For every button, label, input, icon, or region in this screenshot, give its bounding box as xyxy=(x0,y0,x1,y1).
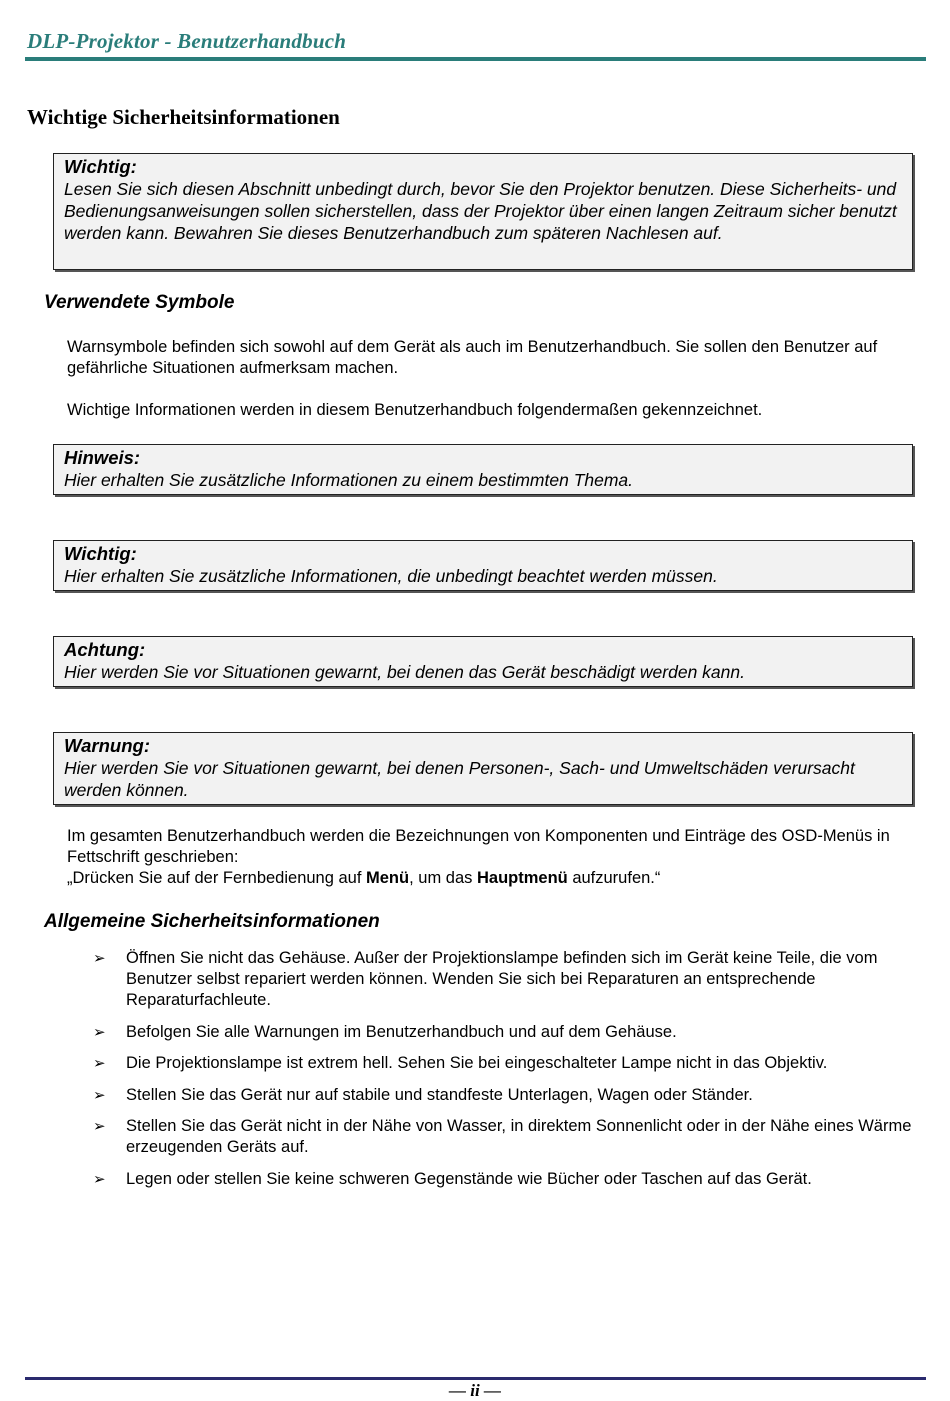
important-box-text: Lesen Sie sich diesen Abschnitt unbedingt durch, bevor Sie den Projektor benutzen. Diese Sicherheits- und Bedienungsanweisungen sollen sicherstellen, dass der Projektor über einen langen Zeitraum sicher benutzt werden kann. Bewahren Sie dieses Benutzerhandbuch zum späteren Nachlesen auf. xyxy=(64,179,897,243)
safety-list xyxy=(93,948,923,1200)
important-symbol-box-title: Wichtig: xyxy=(64,543,137,564)
arrowhead-bullet-icon: ➢ xyxy=(93,1055,106,1072)
general-safety-heading: Allgemeine Sicherheitsinformationen xyxy=(44,911,380,932)
example-quote: „Drücken Sie auf der Fernbedienung auf Menü, um das Hauptmenü aufzurufen.“ xyxy=(67,869,661,887)
caution-box-text: Hier werden Sie vor Situationen gewarnt, bei denen das Gerät beschädigt werden kann. xyxy=(64,662,745,682)
warning-box-text: Hier werden Sie vor Situationen gewarnt, bei denen Personen-, Sach- und Umweltschäden verursacht werden können. xyxy=(64,758,855,800)
list-item: ➢ Legen oder stellen Sie keine schweren Gegenstände wie Bücher oder Taschen auf das Gerät. xyxy=(93,1169,812,1188)
list-item: ➢ Öffnen Sie nicht das Gehäuse. Außer der Projektionslampe befinden sich im Gerät keine Teile, die vom Benutzer selbst repariert werden können. Wenden Sie sich bei Reparaturen an entsprechende Reparaturfachleute. xyxy=(93,949,878,1009)
note-box-title: Hinweis: xyxy=(64,447,141,468)
arrowhead-bullet-icon: ➢ xyxy=(93,1023,106,1041)
page-heading: Wichtige Sicherheitsinformationen xyxy=(27,105,340,129)
arrowhead-bullet-icon: ➢ xyxy=(93,1118,106,1135)
note-box xyxy=(53,444,913,495)
important-symbol-box-text: Hier erhalten Sie zusätzliche Informationen, die unbedingt beachtet werden müssen. xyxy=(64,566,718,586)
symbols-heading: Verwendete Symbole xyxy=(44,292,235,313)
caution-box xyxy=(53,636,913,687)
note-box-text: Hier erhalten Sie zusätzliche Informationen zu einem bestimmten Thema. xyxy=(64,470,634,490)
bold-convention-note xyxy=(67,826,907,889)
caution-box-title: Achtung: xyxy=(64,639,146,660)
footer-rule xyxy=(25,1377,926,1380)
page-number: — ii — xyxy=(449,1381,501,1400)
arrowhead-bullet-icon: ➢ xyxy=(93,950,106,967)
warning-box-title: Warnung: xyxy=(64,735,150,756)
main-menu-term: Hauptmenü xyxy=(476,869,568,887)
important-box-title: Wichtig: xyxy=(64,156,137,177)
bold-convention-line: Im gesamten Benutzerhandbuch werden die Bezeichnungen von Komponenten und Einträge des OSD-Menüs in Fettschrift geschrieben: xyxy=(67,827,890,866)
symbols-paragraph-1: Warnsymbole befinden sich sowohl auf dem Gerät als auch im Benutzerhandbuch. Sie sollen den Benutzer auf gefährliche Situationen aufmerksam machen. xyxy=(67,338,878,377)
arrowhead-bullet-icon: ➢ xyxy=(93,1086,106,1104)
arrowhead-bullet-icon: ➢ xyxy=(93,1170,106,1188)
important-symbol-box xyxy=(53,540,913,591)
list-item: ➢ Die Projektionslampe ist extrem hell. Sehen Sie bei eingeschalteter Lampe nicht in das Objektiv. xyxy=(93,1054,828,1072)
list-item: ➢ Stellen Sie das Gerät nicht in der Nähe von Wasser, in direktem Sonnenlicht oder in der Nähe eines Wärme erzeugenden Geräts auf. xyxy=(93,1117,912,1156)
warning-box xyxy=(53,732,913,805)
important-box xyxy=(53,153,913,270)
symbols-paragraph-2: Wichtige Informationen werden in diesem Benutzerhandbuch folgendermaßen gekennzeichnet. xyxy=(67,401,763,419)
list-item: ➢ Stellen Sie das Gerät nur auf stabile und standfeste Unterlagen, Wagen oder Ständer. xyxy=(93,1085,753,1104)
header-rule xyxy=(25,57,926,61)
header-title: DLP-Projektor - Benutzerhandbuch xyxy=(27,29,347,53)
menu-term: Menü xyxy=(366,869,410,887)
list-item: ➢ Befolgen Sie alle Warnungen im Benutzerhandbuch und auf dem Gehäuse. xyxy=(93,1022,677,1041)
